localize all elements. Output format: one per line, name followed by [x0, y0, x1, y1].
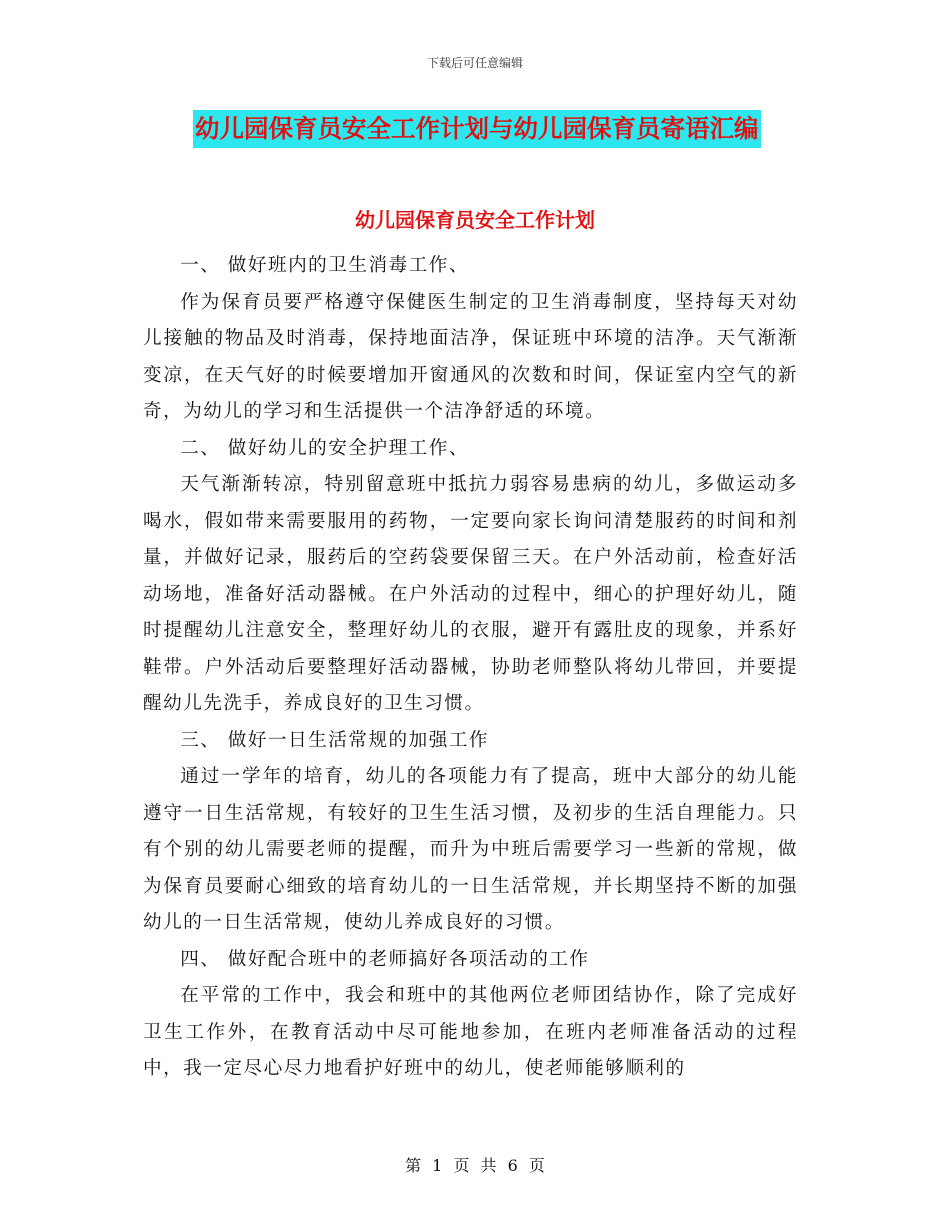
- document-main-title: 幼儿园保育员安全工作计划与幼儿园保育员寄语汇编: [193, 110, 761, 148]
- section-title: 幼儿园保育员安全工作计划: [355, 208, 595, 232]
- paragraph-safety-care: 天气渐渐转凉，特别留意班中抵抗力弱容易患病的幼儿，多做运动多喝水，假如带来需要服用的药物，一定要向家长询问清楚服药的时间和剂量，并做好记录，服药后的空药袋要保留三天。在户外活动前，检查好活动场地，准备好活动器械。在户外活动的过程中，细心的护理好幼儿，随时提醒幼儿注意安全，整理好幼儿的衣服，避开有露肚皮的现象，并系好鞋带。户外活动后要整理好活动器械，协助老师整队将幼儿带回，并要提醒幼儿先洗手，养成良好的卫生习惯。: [143, 474, 798, 714]
- paragraph-cooperation: 在平常的工作中，我会和班中的其他两位老师团结协作，除了完成好卫生工作外，在教育活动中尽可能地参加，在班内老师准备活动的过程中，我一定尽心尽力地看护好班中的幼儿，使老师能够顺利的: [143, 985, 798, 1079]
- paragraph-hygiene: 作为保育员要严格遵守保健医生制定的卫生消毒制度，坚持每天对幼儿接触的物品及时消毒，保持地面洁净，保证班中环境的洁净。天气渐渐变凉，在天气好的时候要增加开窗通风的次数和时间，保证室内空气的新奇，为幼儿的学习和生活提供一个洁净舒适的环境。: [143, 291, 798, 422]
- paragraph-daily-routine: 通过一学年的培育，幼儿的各项能力有了提高，班中大部分的幼儿能遵守一日生活常规，有较好的卫生生活习惯，及初步的生活自理能力。只有个别的幼儿需要老师的提醒，而升为中班后需要学习一些新的常规，做为保育员要耐心细致的培育幼儿的一日生活常规，并长期坚持不断的加强幼儿的一日生活常规，使幼儿养成良好的习惯。: [143, 766, 798, 933]
- document-body: [143, 248, 798, 1088]
- heading-hygiene: 一、 做好班内的卫生消毒工作、: [180, 255, 469, 276]
- page-footer: 第 1 页 共 6 页: [405, 1156, 545, 1175]
- heading-daily-routine: 三、 做好一日生活常规的加强工作: [180, 729, 490, 751]
- heading-cooperation: 四、 做好配合班中的老师搞好各项活动的工作: [180, 948, 590, 970]
- heading-safety-care: 二、 做好幼儿的安全护理工作、: [180, 437, 469, 459]
- header-note: 下载后可任意编辑: [426, 56, 523, 70]
